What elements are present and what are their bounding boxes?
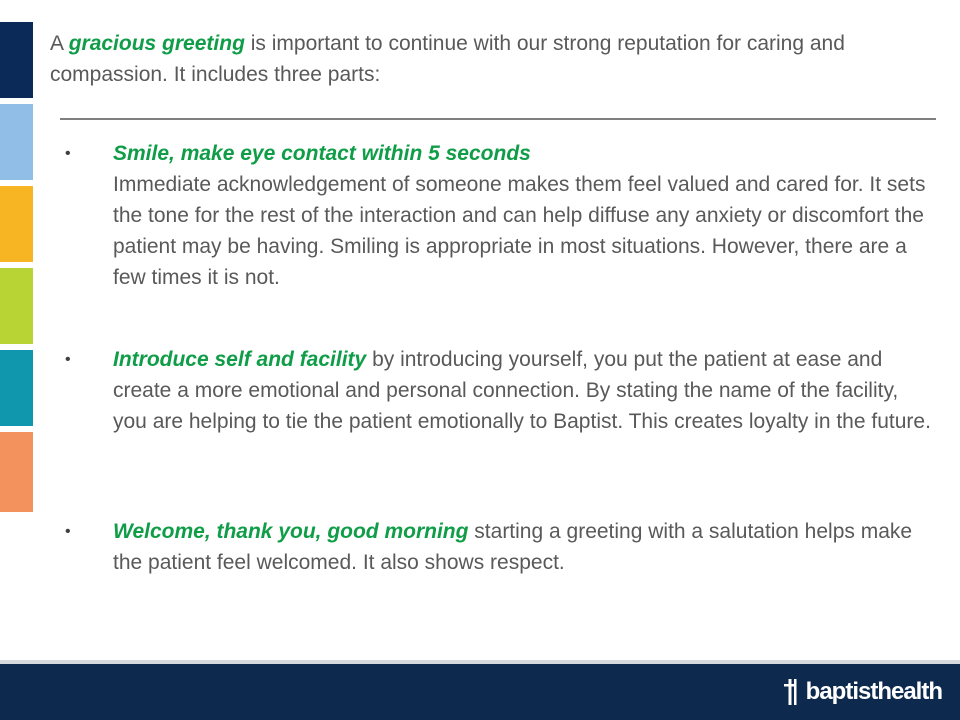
logo-text: baptisthealth [805, 678, 942, 705]
intro-paragraph [50, 28, 930, 90]
footer-bar [0, 664, 960, 720]
intro-highlight: gracious greeting [68, 32, 245, 55]
color-strip-yellow [0, 186, 33, 262]
cross-icon [782, 678, 802, 706]
bullet-text: starting a greeting with a salutation helps make the patient feel welcomed. It also shows respect. [113, 520, 913, 574]
color-strip-teal [0, 350, 33, 426]
intro-suffix: is important to continue with our strong reputation for caring and compassion. It includes three parts: [50, 32, 845, 86]
baptist-health-logo [782, 678, 942, 706]
bullet-highlight: Introduce self and facility [113, 348, 367, 371]
bullet-item [65, 516, 933, 578]
color-strip-orange [0, 432, 33, 512]
bullet-text: by introducing yourself, you put the patient at ease and create a more emotional and personal connection. By stating the name of the facility, you are helping to tie the patient emotionally to Baptist. This creates loyalty in the future. [113, 348, 931, 433]
bullet-highlight: Smile, make eye contact within 5 seconds [113, 142, 531, 165]
color-strip-navy [0, 22, 33, 98]
bullet-item [65, 344, 933, 437]
intro-prefix: A [50, 32, 69, 55]
bullet-item [65, 138, 933, 293]
bullet-dot: • [65, 145, 71, 162]
bullet-dot: • [65, 351, 71, 368]
bullet-dot: • [65, 523, 71, 540]
color-strip-light-blue [0, 104, 33, 180]
color-strip-lime [0, 268, 33, 344]
divider-rule [60, 118, 936, 120]
bullet-text: Immediate acknowledgement of someone makes them feel valued and cared for. It sets the tone for the rest of the interaction and can help diffuse any anxiety or discomfort the patient may be having. Smiling is appropriate in most situations. However, there are a few times it is not. [113, 173, 926, 289]
bullet-highlight: Welcome, thank you, good morning [113, 520, 469, 543]
